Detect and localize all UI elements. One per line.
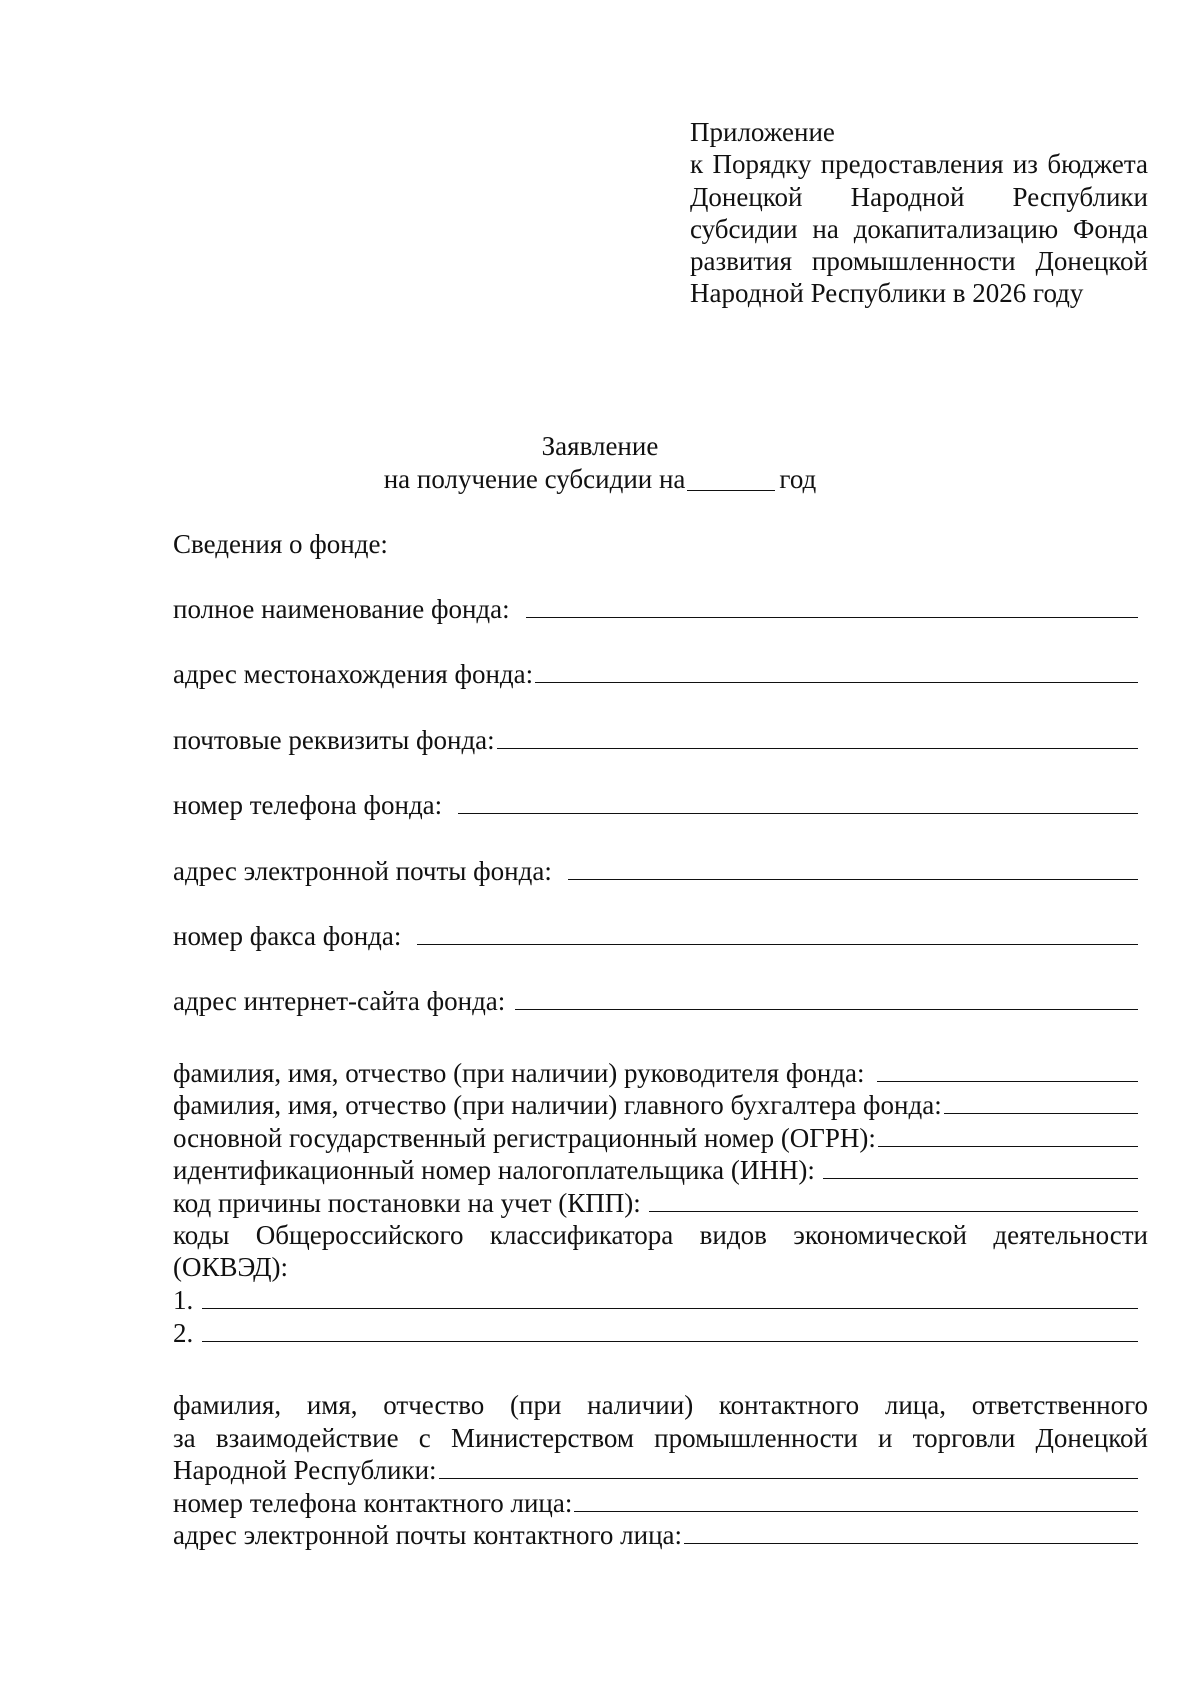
accountant-field[interactable] bbox=[944, 1090, 1138, 1114]
fax-row bbox=[173, 920, 1138, 953]
ogrn-label: основной государственный регистрационный номер (ОГРН): bbox=[173, 1123, 876, 1153]
contact-name-row bbox=[173, 1454, 1138, 1487]
full-name-label: полное наименование фонда: bbox=[173, 594, 510, 624]
contact-name-field[interactable] bbox=[439, 1455, 1138, 1479]
okved-item-2-field[interactable] bbox=[202, 1318, 1138, 1342]
okved-paragraph bbox=[173, 1219, 1148, 1252]
contact-phone-label: номер телефона контактного лица: bbox=[173, 1488, 573, 1518]
email-field[interactable] bbox=[568, 856, 1138, 880]
okved-item-2-label: 2. bbox=[173, 1318, 194, 1348]
contact-email-field[interactable] bbox=[684, 1520, 1138, 1544]
fax-label: номер факса фонда: bbox=[173, 921, 402, 951]
full-name-field[interactable] bbox=[526, 594, 1138, 618]
accountant-label: фамилия, имя, отчество (при наличии) главного бухгалтера фонда: bbox=[173, 1090, 942, 1120]
address-label: адрес местонахождения фонда: bbox=[173, 659, 534, 689]
kpp-row bbox=[173, 1187, 1138, 1220]
contact-phone-row bbox=[173, 1487, 1138, 1520]
phone-label: номер телефона фонда: bbox=[173, 790, 443, 820]
inn-row bbox=[173, 1154, 1138, 1187]
address-row bbox=[173, 658, 1138, 691]
title-suffix: год bbox=[779, 464, 817, 494]
contact-line-2: за взаимодействие с Министерством промышленности и торговли Донецкой bbox=[173, 1422, 1148, 1453]
okved-item-1-row bbox=[173, 1284, 1138, 1317]
postal-row bbox=[173, 724, 1138, 757]
website-label: адрес интернет-сайта фонда: bbox=[173, 986, 506, 1016]
appendix-block bbox=[690, 116, 1148, 310]
document-title bbox=[0, 430, 1200, 496]
kpp-label: код причины постановки на учет (КПП): bbox=[173, 1188, 641, 1218]
title-prefix: на получение субсидии на bbox=[383, 464, 686, 494]
director-field[interactable] bbox=[877, 1058, 1139, 1082]
postal-label: почтовые реквизиты фонда: bbox=[173, 725, 495, 755]
year-blank[interactable] bbox=[687, 466, 775, 491]
full-name-row bbox=[173, 593, 1138, 626]
appendix-heading: Приложение bbox=[690, 117, 835, 147]
title-line-2 bbox=[0, 463, 1200, 496]
ogrn-row bbox=[173, 1122, 1138, 1155]
phone-row bbox=[173, 789, 1138, 822]
title-line-1: Заявление bbox=[541, 431, 659, 461]
okved-line-2: (ОКВЭД): bbox=[173, 1252, 288, 1282]
website-field[interactable] bbox=[515, 986, 1138, 1010]
director-row bbox=[173, 1057, 1138, 1090]
okved-line-1: коды Общероссийского классификатора видов экономической деятельности bbox=[173, 1220, 1148, 1250]
postal-field[interactable] bbox=[497, 725, 1138, 749]
phone-field[interactable] bbox=[458, 790, 1138, 814]
contact-line-3: Народной Республики: bbox=[173, 1455, 437, 1485]
accountant-row bbox=[173, 1089, 1138, 1122]
okved-line-2-row bbox=[173, 1251, 1138, 1284]
fax-field[interactable] bbox=[417, 921, 1138, 945]
director-label: фамилия, имя, отчество (при наличии) руководителя фонда: bbox=[173, 1058, 865, 1088]
ogrn-field[interactable] bbox=[878, 1123, 1138, 1147]
email-label: адрес электронной почты фонда: bbox=[173, 856, 552, 886]
kpp-field[interactable] bbox=[649, 1188, 1138, 1212]
email-row bbox=[173, 855, 1138, 888]
inn-field[interactable] bbox=[823, 1155, 1138, 1179]
appendix-text: к Порядку предоставления из бюджета Донецкой Народной Республики субсидии на докапитализацию Фонда развития промышленности Донецкой Народной Республики в 2026 году bbox=[690, 149, 1148, 309]
contact-email-row bbox=[173, 1519, 1138, 1552]
inn-label: идентификационный номер налогоплательщика (ИНН): bbox=[173, 1155, 815, 1185]
okved-item-1-field[interactable] bbox=[202, 1285, 1138, 1309]
contact-line-1: фамилия, имя, отчество (при наличии) контактного лица, ответственного bbox=[173, 1390, 1148, 1420]
okved-item-2-row bbox=[173, 1317, 1138, 1350]
okved-item-1-label: 1. bbox=[173, 1285, 194, 1315]
website-row bbox=[173, 985, 1138, 1018]
address-field[interactable] bbox=[535, 659, 1138, 683]
contact-paragraph bbox=[173, 1389, 1148, 1454]
contact-email-label: адрес электронной почты контактного лица: bbox=[173, 1520, 683, 1550]
contact-phone-field[interactable] bbox=[574, 1488, 1138, 1512]
fund-info-heading: Сведения о фонде: bbox=[173, 529, 388, 559]
